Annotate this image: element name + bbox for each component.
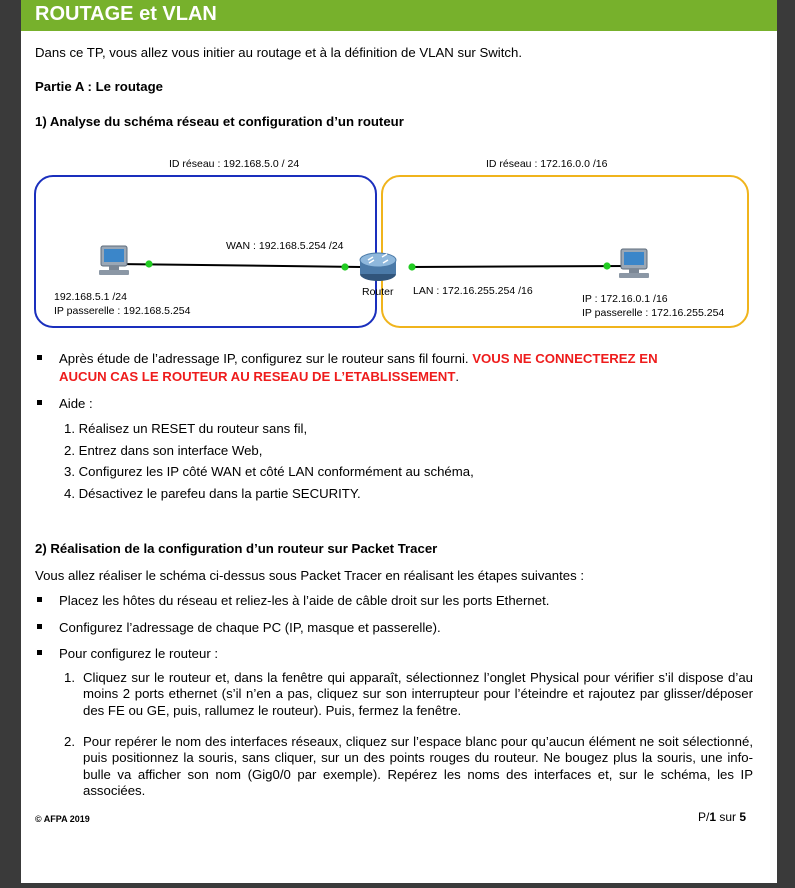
lan-label: LAN : 172.16.255.254 /16 bbox=[413, 285, 533, 297]
title-banner bbox=[21, 0, 777, 31]
step-2-text: Pour repérer le nom des interfaces réseaux, cliquez sur l’espace blanc pour qu’aucun élément ne soit sélectionné, puis positionnez la souris, sans cliquer, sur un des points rouges du routeur. Ne bougez plus la souris, une info-bulle va afficher son nom (Gig0/0 par exemple). Repérez les noms des interfaces et, sur le schéma, les IP associées. bbox=[83, 734, 753, 798]
bullet-marker bbox=[37, 624, 42, 629]
period: . bbox=[455, 369, 460, 384]
page-separator: sur bbox=[716, 810, 740, 824]
section-2-intro: Vous allez réaliser le schéma ci-dessus sous Packet Tracer en réalisant les étapes suivantes : bbox=[35, 568, 585, 583]
intro-text: Dans ce TP, vous allez vous initier au routage et à la définition de VLAN sur Switch. bbox=[35, 45, 522, 60]
pc2-gateway: IP passerelle : 172.16.255.254 bbox=[582, 307, 725, 319]
pc1-computer-icon[interactable] bbox=[99, 246, 129, 275]
copyright: © AFPA 2019 bbox=[35, 814, 90, 824]
bullet-text-continued bbox=[59, 369, 459, 385]
aide-step: 4. Désactivez le parefeu dans la partie SECURITY. bbox=[64, 486, 361, 501]
pc2-computer-icon[interactable] bbox=[619, 249, 649, 278]
aide-step: 1. Réalisez un RESET du routeur sans fil, bbox=[64, 421, 308, 436]
right-network-id: ID réseau : 172.16.0.0 /16 bbox=[486, 158, 608, 170]
page-prefix: P/ bbox=[698, 810, 710, 824]
section-2-heading: 2) Réalisation de la configuration d’un routeur sur Packet Tracer bbox=[35, 541, 438, 556]
network-diagram bbox=[21, 150, 777, 335]
document-title: ROUTAGE et VLAN bbox=[35, 3, 217, 25]
warning-text-continued: AUCUN CAS LE ROUTEUR AU RESEAU DE L’ETABLISSEMENT bbox=[59, 369, 456, 384]
router-lan-dot bbox=[408, 263, 415, 270]
step-1-text: Cliquez sur le routeur et, dans la fenêtre qui apparaît, sélectionnez l’onglet Physical pour vérifier s’il dispose d’au moins 2 ports ethernet (s’il n’en a pas, cliquez sur son interrupteur pour l’éteindre et rajoutez par glisser/déposer des FE ou GE, puis, rallumez le routeur). Puis, fermez la fenêtre. bbox=[83, 670, 753, 718]
bullet-text-plain: Après étude de l’adressage IP, configurez sur le routeur sans fil fourni. bbox=[59, 351, 469, 366]
bullet-marker bbox=[37, 597, 42, 602]
document-page bbox=[21, 0, 777, 883]
bullet-marker bbox=[37, 355, 42, 360]
right-network-box bbox=[382, 176, 748, 327]
pc2-ip: IP : 172.16.0.1 /16 bbox=[582, 293, 668, 305]
wan-cable bbox=[121, 264, 361, 267]
pc1-ip: 192.168.5.1 /24 bbox=[54, 291, 127, 303]
part-a-heading: Partie A : Le routage bbox=[35, 79, 163, 94]
bullet-marker bbox=[37, 400, 42, 405]
lan-cable bbox=[411, 266, 628, 267]
router-wan-dot bbox=[341, 263, 348, 270]
step-1-number: 1. bbox=[64, 670, 75, 685]
router-label: Router bbox=[362, 286, 394, 298]
pc1-gateway: IP passerelle : 192.168.5.254 bbox=[54, 305, 191, 317]
current-page: 1 bbox=[709, 810, 717, 824]
router-icon[interactable] bbox=[360, 253, 396, 281]
bullet-marker bbox=[37, 650, 42, 655]
pc2-link-dot bbox=[603, 262, 610, 269]
section-1-heading: 1) Analyse du schéma réseau et configuration d’un routeur bbox=[35, 114, 404, 129]
section-2-bullet: Configurez l’adressage de chaque PC (IP, masque et passerelle). bbox=[59, 620, 441, 635]
step-2-number: 2. bbox=[64, 734, 75, 749]
bullet-text bbox=[59, 351, 658, 367]
section-2-bullet: Pour configurez le routeur : bbox=[59, 646, 219, 661]
aide-step: 3. Configurez les IP côté WAN et côté LAN conformément au schéma, bbox=[64, 464, 474, 479]
wan-label: WAN : 192.168.5.254 /24 bbox=[226, 240, 344, 252]
aide-step: 2. Entrez dans son interface Web, bbox=[64, 443, 263, 458]
section-2-bullet: Placez les hôtes du réseau et reliez-les à l’aide de câble droit sur les ports Ethernet. bbox=[59, 593, 550, 608]
aide-label: Aide : bbox=[59, 396, 93, 411]
pc1-link-dot bbox=[145, 260, 152, 267]
left-network-id: ID réseau : 192.168.5.0 / 24 bbox=[169, 158, 300, 170]
total-pages: 5 bbox=[739, 810, 747, 824]
page-number bbox=[698, 810, 746, 824]
warning-text: VOUS NE CONNECTEREZ EN bbox=[472, 351, 658, 366]
